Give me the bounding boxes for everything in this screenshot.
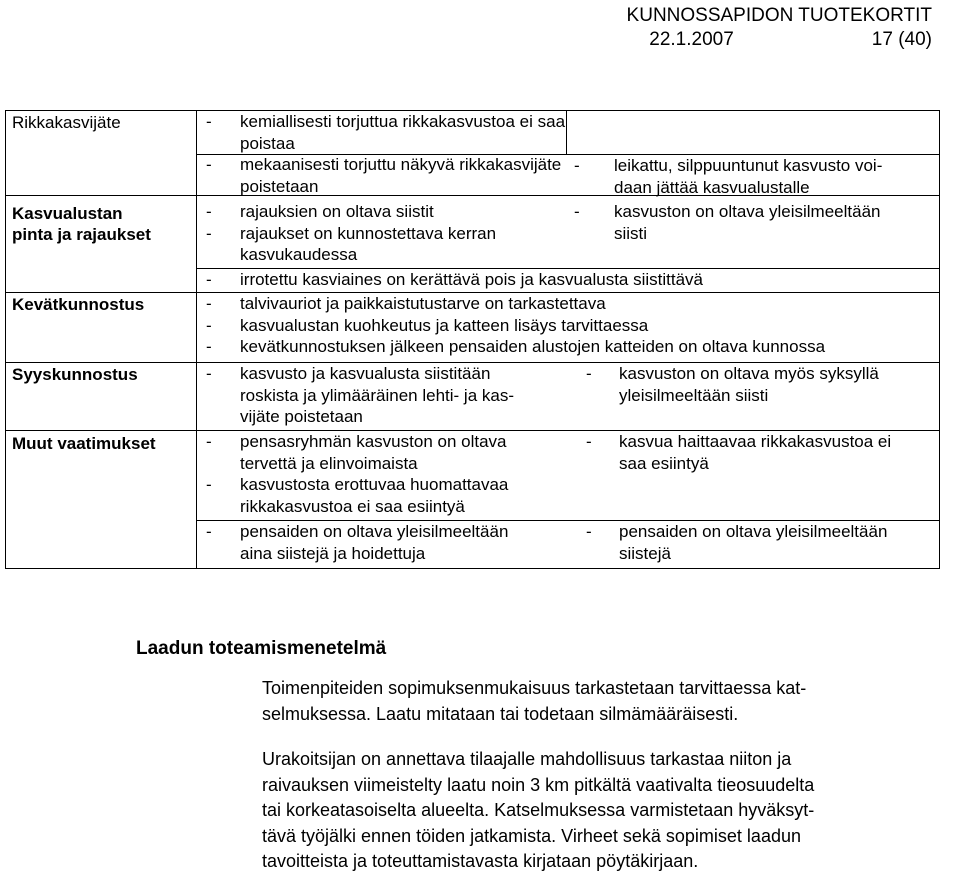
- row-label-surface: [12, 203, 151, 245]
- header-date-row: [627, 28, 932, 52]
- list-item-continuation: siistejä: [619, 543, 671, 563]
- list-item-continuation: saa esiintyä: [619, 453, 709, 473]
- page-header: [627, 4, 932, 52]
- other-left-cell: [206, 431, 566, 517]
- spring-cell: [206, 293, 936, 358]
- list-item: - kasvuston on oltava yleisilmeeltään: [574, 201, 934, 223]
- list-item: - kevätkunnostuksen jälkeen pensaiden alustojen katteiden on oltava kunnossa: [206, 336, 936, 358]
- list-item: - pensaiden on oltava yleisilmeeltään: [206, 521, 566, 543]
- surface-right-cell: [574, 201, 934, 244]
- list-item: - mekaanisesti torjuttu näkyvä rikkakasvijäte poistetaan: [206, 154, 566, 197]
- list-item-continuation: kasvukaudessa: [240, 245, 358, 264]
- list-item-continuation: siisti: [614, 223, 648, 243]
- row-label-spring: Kevätkunnostus: [12, 295, 145, 314]
- surface-full-cell: [206, 269, 926, 291]
- list-item: - kasvua haittaavaa rikkakasvustoa ei: [586, 431, 936, 453]
- document-title: KUNNOSSAPIDON TUOTEKORTIT: [626, 5, 932, 26]
- other-right-cell: [586, 431, 936, 474]
- paragraph-line: tai korkeatasoiselta alueelta. Katselmuksessa varmistetaan hyväksyt-: [262, 800, 815, 820]
- other-left-cell-2: [206, 521, 566, 564]
- paragraph-line: tavoitteista ja toteuttamistavasta kirjataan pöytäkirjaan.: [262, 851, 699, 871]
- section-title: Laadun toteamismenetelmä: [136, 638, 387, 659]
- list-item: - kasvuston on oltava myös syksyllä: [586, 363, 936, 385]
- autumn-right-cell: [586, 363, 936, 406]
- list-item: - pensasryhmän kasvuston on oltava: [206, 431, 566, 453]
- list-item-continuation: yleisilmeeltään siisti: [619, 385, 769, 405]
- column-divider: [566, 111, 567, 154]
- list-item: - talvivauriot ja paikkaistutustarve on tarkastettava: [206, 293, 936, 315]
- list-item-continuation: vijäte poistetaan: [240, 407, 363, 426]
- surface-left-cell: [206, 201, 566, 266]
- document-date: 22.1.2007: [649, 29, 734, 50]
- list-item: - pensaiden on oltava yleisilmeeltään: [586, 521, 936, 543]
- column-divider: [196, 111, 197, 568]
- paragraph-inspection: [262, 676, 922, 727]
- weeds-left-cell: [206, 111, 566, 197]
- other-right-cell-2: [586, 521, 936, 564]
- row-label-other: Muut vaatimukset: [12, 434, 156, 453]
- list-item: - rajaukset on kunnostettava kerran: [206, 223, 566, 245]
- requirements-table: [5, 110, 940, 569]
- list-item-continuation: daan jättää kasvualustalle: [614, 177, 810, 197]
- paragraph-line: selmuksessa. Laatu mitataan tai todetaan silmämääräisesti.: [262, 703, 739, 724]
- list-item: - kasvusto ja kasvualusta siistitään: [206, 363, 566, 385]
- row-label-line: Kasvualustan: [12, 204, 123, 223]
- autumn-left-cell: [206, 363, 566, 428]
- list-item: - leikattu, silppuuntunut kasvusto voi-: [574, 155, 934, 177]
- list-item: - rajauksien on oltava siistit: [206, 201, 566, 223]
- list-item: - kemiallisesti torjuttua rikkakasvustoa ei saa poistaa: [206, 111, 566, 154]
- list-item-continuation: tervettä ja elinvoimaista: [240, 453, 418, 473]
- row-label-autumn: Syyskunnostus: [12, 365, 138, 384]
- list-item: - kasvustosta erottuvaa huomattavaa: [206, 474, 566, 496]
- row-label-weeds: Rikkakasvijäte: [12, 113, 121, 132]
- paragraph-line: Urakoitsijan on annettava tilaajalle mahdollisuus tarkastaa niiton ja: [262, 749, 792, 769]
- row-label-line: pinta ja rajaukset: [12, 225, 151, 244]
- list-item-continuation: rikkakasvustoa ei saa esiintyä: [240, 496, 465, 516]
- paragraph-line: raivauksen viimeistelty laatu noin 3 km pitkältä vaativalta tieosuudelta: [262, 774, 815, 795]
- list-item: - irrotettu kasviaines on kerättävä pois ja kasvualusta siistittävä: [206, 269, 926, 291]
- list-item-continuation: roskista ja ylimääräinen lehti- ja kas-: [240, 385, 514, 405]
- paragraph-contractor: [262, 747, 922, 875]
- paragraph-line: tävä työjälki ennen töiden jatkamista. Virheet sekä sopimiset laadun: [262, 825, 801, 846]
- weeds-right-cell: [574, 155, 934, 198]
- paragraph-line: Toimenpiteiden sopimuksenmukaisuus tarkastetaan tarvittaessa kat-: [262, 678, 807, 698]
- list-item: - kasvualustan kuohkeutus ja katteen lisäys tarvittaessa: [206, 315, 936, 337]
- list-item-continuation: aina siistejä ja hoidettuja: [240, 543, 426, 563]
- page-number: 17 (40): [871, 29, 932, 50]
